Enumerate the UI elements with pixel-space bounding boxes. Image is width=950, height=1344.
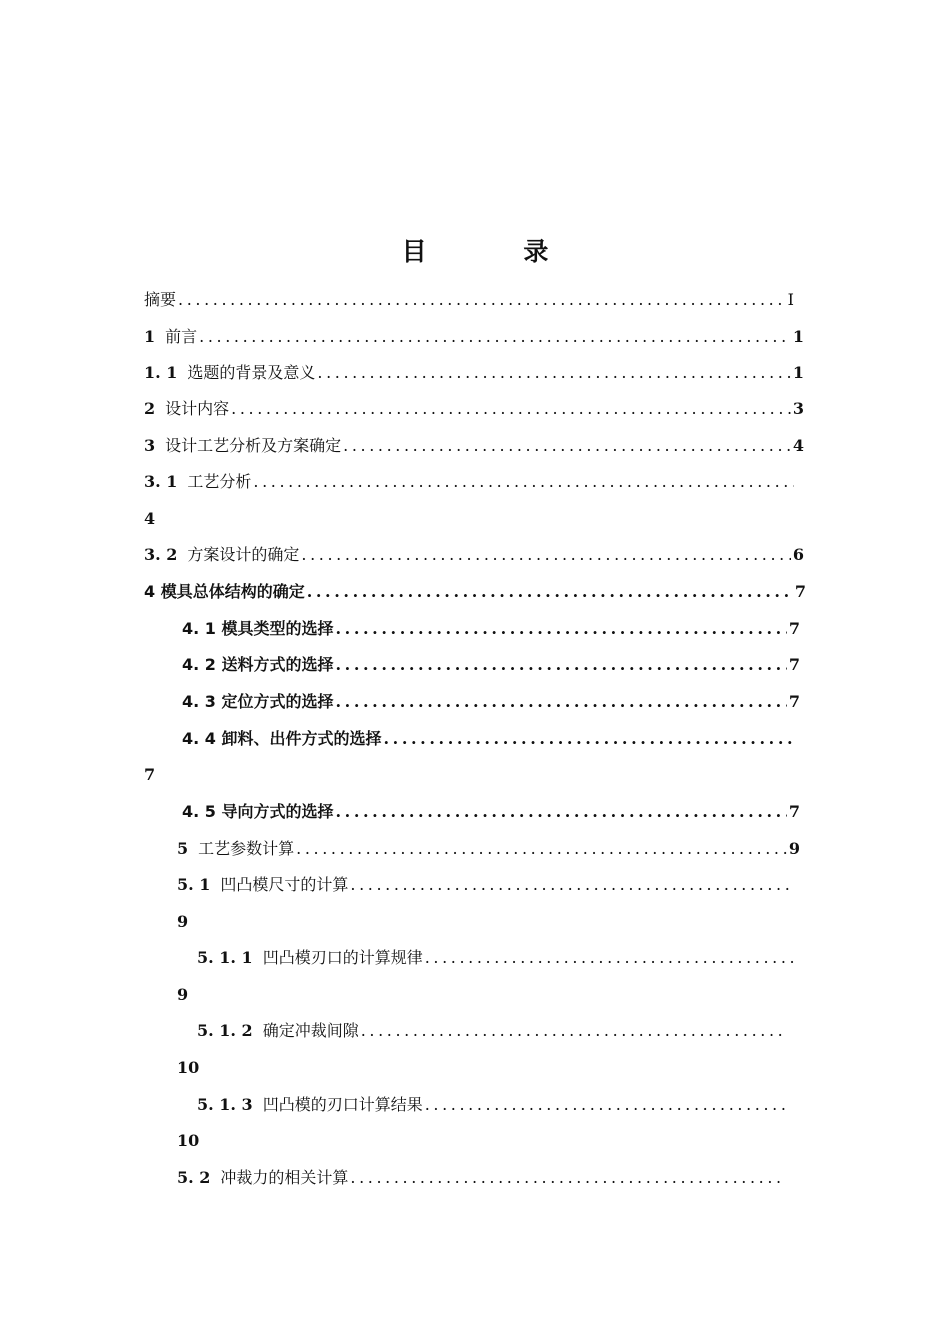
toc-leader: [199, 325, 791, 349]
toc-page: 7: [788, 655, 800, 674]
toc-page-wrapped: 9: [177, 985, 189, 1004]
toc-page: 4: [792, 436, 804, 455]
toc-label: 方案设计的确定: [187, 545, 300, 564]
toc-entry-4-4[interactable]: [182, 727, 796, 751]
toc-entry-5-1[interactable]: [177, 873, 796, 897]
toc-label: 4. 1 模具类型的选择: [182, 619, 334, 638]
toc-page: 3: [792, 399, 804, 418]
toc-number: 3: [144, 436, 156, 455]
toc-number: 5. 1. 3: [197, 1095, 253, 1114]
toc-number: 5. 1: [177, 875, 211, 894]
toc-entry-1-1[interactable]: [144, 361, 804, 385]
toc-leader: [336, 653, 787, 677]
toc-number: 1. 1: [144, 363, 178, 382]
toc-leader: [336, 800, 787, 824]
toc-label: 设计内容: [165, 399, 230, 418]
toc-entry-4-1[interactable]: [182, 617, 800, 641]
toc-page-wrapped: 10: [177, 1058, 200, 1077]
toc-number: 1: [144, 327, 156, 346]
toc-entry-3[interactable]: [144, 434, 804, 458]
toc-page: 1: [792, 327, 804, 346]
toc-leader: [231, 397, 791, 421]
toc-leader: [425, 1093, 785, 1117]
toc-page: 7: [788, 619, 800, 638]
toc-title: 目 录: [401, 237, 593, 266]
toc-label: 4. 3 定位方式的选择: [182, 692, 334, 711]
toc-label: 凹凸模的刃口计算结果: [262, 1095, 423, 1114]
toc-leader: [425, 946, 794, 970]
toc-label: 4 模具总体结构的确定: [144, 582, 305, 601]
toc-number: 5. 2: [177, 1168, 211, 1187]
toc-entry-abstract[interactable]: [144, 288, 794, 312]
toc-page: 7: [788, 802, 800, 821]
toc-entry-5[interactable]: [177, 837, 800, 861]
toc-label: 选题的背景及意义: [187, 363, 316, 382]
toc-entry-1[interactable]: [144, 325, 804, 349]
toc-number: 5. 1. 2: [197, 1021, 253, 1040]
toc-page: 7: [794, 582, 806, 601]
toc-page: 9: [788, 839, 800, 858]
toc-page: 6: [792, 545, 804, 564]
toc-entry-5-2[interactable]: [177, 1166, 787, 1190]
toc-number: 3. 1: [144, 472, 178, 491]
toc-entry-4-3[interactable]: [182, 690, 800, 714]
toc-label: 凹凸模尺寸的计算: [220, 875, 349, 894]
toc-leader: [178, 288, 786, 312]
toc-page-wrapped: 4: [144, 509, 156, 528]
toc-leader: [350, 873, 794, 897]
toc-leader: [301, 543, 790, 567]
toc-leader: [361, 1019, 785, 1043]
toc-number: 5: [177, 839, 189, 858]
toc-page-wrapped: 9: [177, 912, 189, 931]
toc-leader: [253, 470, 794, 494]
toc-number: 5. 1. 1: [197, 948, 253, 967]
toc-label: 工艺参数计算: [198, 839, 295, 858]
toc-label: 4. 2 送料方式的选择: [182, 655, 334, 674]
toc-label: 确定冲裁间隙: [262, 1021, 359, 1040]
toc-entry-3-1[interactable]: [144, 470, 796, 494]
toc-entry-3-2[interactable]: [144, 543, 804, 567]
toc-entry-4-2[interactable]: [182, 653, 800, 677]
toc-label: 冲裁力的相关计算: [220, 1168, 349, 1187]
toc-leader: [296, 837, 787, 861]
toc-page-wrapped: 7: [144, 765, 156, 784]
toc-leader: [384, 727, 795, 751]
toc-page: 1: [792, 363, 804, 382]
toc-leader: [343, 434, 791, 458]
toc-number: 3. 2: [144, 545, 178, 564]
toc-label: 凹凸模刃口的计算规律: [262, 948, 423, 967]
toc-leader: [317, 361, 790, 385]
toc-leader: [350, 1166, 785, 1190]
toc-page-wrapped: 10: [177, 1131, 200, 1150]
toc-leader: [307, 580, 793, 604]
toc-page: I: [787, 290, 794, 309]
toc-entry-4[interactable]: [144, 580, 806, 604]
toc-entry-5-1-1[interactable]: [197, 946, 796, 970]
toc-label: 前言: [165, 327, 198, 346]
toc-entry-2[interactable]: [144, 397, 804, 421]
toc-label: 工艺分析: [187, 472, 252, 491]
toc-page: 7: [788, 692, 800, 711]
toc-label: 4. 5 导向方式的选择: [182, 802, 334, 821]
toc-label: 设计工艺分析及方案确定: [165, 436, 342, 455]
toc-label: 摘要: [144, 290, 177, 309]
toc-leader: [336, 690, 787, 714]
toc-label: 4. 4 卸料、出件方式的选择: [182, 729, 382, 748]
toc-leader: [336, 617, 787, 641]
toc-number: 2: [144, 399, 156, 418]
toc-entry-5-1-2[interactable]: [197, 1019, 787, 1043]
toc-entry-5-1-3[interactable]: [197, 1093, 787, 1117]
toc-entry-4-5[interactable]: [182, 800, 800, 824]
